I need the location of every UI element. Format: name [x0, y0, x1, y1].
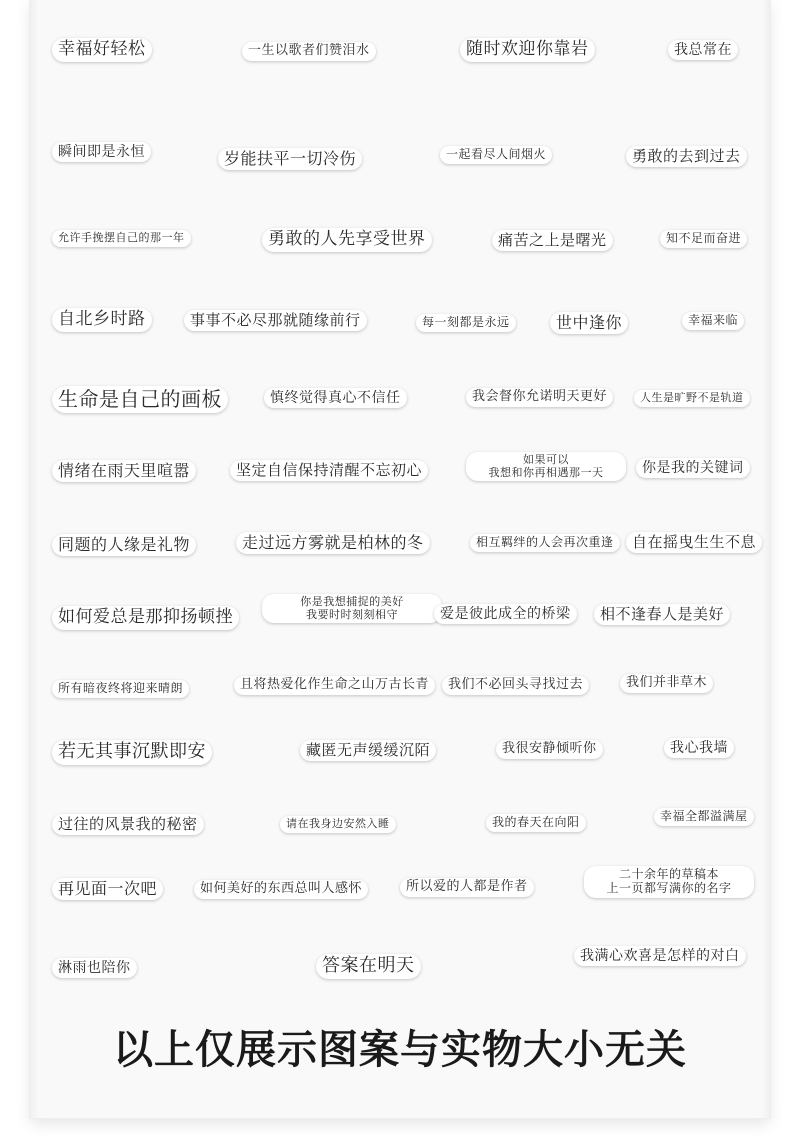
sticker-text: 一起看尽人间烟火 [440, 146, 552, 164]
sticker-text: 情绪在雨天里喧嚣 [52, 460, 196, 482]
sticker-text: 幸福好轻松 [52, 38, 152, 62]
sticker-text: 所有暗夜终将迎来晴朗 [52, 680, 189, 698]
sticker-text: 请在我身边安然入睡 [280, 816, 396, 833]
sticker-text: 我会督你允诺明天更好 [466, 388, 613, 407]
sticker-text: 我很安静倾听你 [496, 740, 603, 759]
sticker-text: 我满心欢喜是怎样的对白 [574, 946, 746, 966]
sticker-text: 勇敢的去到过去 [626, 146, 747, 167]
sticker-text: 且将热爱化作生命之山万古长青 [234, 676, 435, 695]
sticker-text [262, 594, 442, 623]
sticker-text: 同题的人缘是礼物 [52, 534, 196, 556]
sticker-text: 再见面一次吧 [52, 878, 163, 900]
sticker-text: 如何美好的东西总叫人感怀 [194, 880, 368, 899]
sticker-text: 生命是自己的画板 [52, 386, 228, 413]
sticker-text: 痛苦之上是曙光 [492, 230, 613, 251]
sticker-text: 如何爱总是那抑扬顿挫 [52, 606, 239, 630]
sticker-text: 允许手挽摆自己的那一年 [52, 230, 191, 247]
sticker-text: 幸福全都溢满屋 [654, 808, 754, 826]
sticker-text: 随时欢迎你靠岩 [460, 38, 595, 62]
sticker-text: 瞬间即是永恒 [52, 142, 151, 162]
sticker-text: 岁能扶平一切冷伤 [218, 148, 362, 170]
sticker-line: 二十余年的草稿本 [618, 867, 719, 881]
sticker-text: 人生是旷野不是轨道 [634, 390, 750, 407]
sticker-text: 自北乡时路 [52, 308, 152, 332]
sticker-text: 走过远方雾就是柏林的冬 [236, 532, 430, 554]
sticker-text: 自在摇曳生生不息 [626, 532, 762, 553]
sheet-shade-left [30, 0, 38, 1118]
sticker-text: 每一刻都是永远 [416, 314, 516, 332]
sticker-line: 如果可以 [523, 453, 569, 466]
sheet-shade-right [762, 0, 770, 1118]
sticker-text: 藏匿无声缓缓沉陌 [300, 740, 436, 761]
sticker-text: 爱是彼此成全的桥梁 [434, 604, 577, 624]
sticker-text: 慎终觉得真心不信任 [264, 388, 407, 408]
sticker-text: 世中逢你 [550, 312, 628, 334]
sticker-line: 我要时时刻刻相守 [306, 607, 398, 621]
sticker-text: 我的春天在向阳 [486, 814, 586, 832]
sticker-text: 我心我墙 [664, 738, 734, 758]
sticker-text: 所以爱的人都是作者 [400, 878, 534, 897]
sticker-text: 过往的风景我的秘密 [52, 814, 204, 835]
sticker-text: 淋雨也陪你 [52, 958, 137, 978]
sticker-text: 你是我的关键词 [636, 458, 750, 478]
sticker-text: 我们并非草木 [620, 674, 713, 693]
sticker-line: 上一页都写满你的名字 [606, 880, 732, 895]
sticker-line: 我想和你再相遇那一天 [488, 465, 604, 479]
sticker-text: 知不足而奋进 [660, 230, 747, 248]
sticker-text: 我们不必回头寻找过去 [442, 676, 589, 695]
sticker-text: 幸福来临 [682, 312, 744, 330]
sticker-line: 你是我想捕捉的美好 [300, 595, 404, 608]
disclaimer-caption: 以上仅展示图案与实物大小无关 [113, 1027, 687, 1073]
sticker-text: 相不逢春人是美好 [594, 604, 730, 625]
sticker-text [466, 452, 626, 481]
sticker-text: 一生以歌者们赞泪水 [242, 42, 376, 61]
sticker-text: 若无其事沉默即安 [52, 740, 212, 765]
sticker-text: 答案在明天 [316, 954, 421, 979]
sticker-text [584, 866, 754, 898]
sticker-text: 勇敢的人先享受世界 [262, 228, 432, 252]
sticker-text: 我总常在 [668, 40, 738, 60]
sticker-text: 相互羁绊的人会再次重逢 [470, 534, 620, 552]
sticker-text: 坚定自信保持清醒不忘初心 [230, 460, 428, 481]
sticker-text: 事事不必尽那就随缘前行 [184, 310, 367, 331]
